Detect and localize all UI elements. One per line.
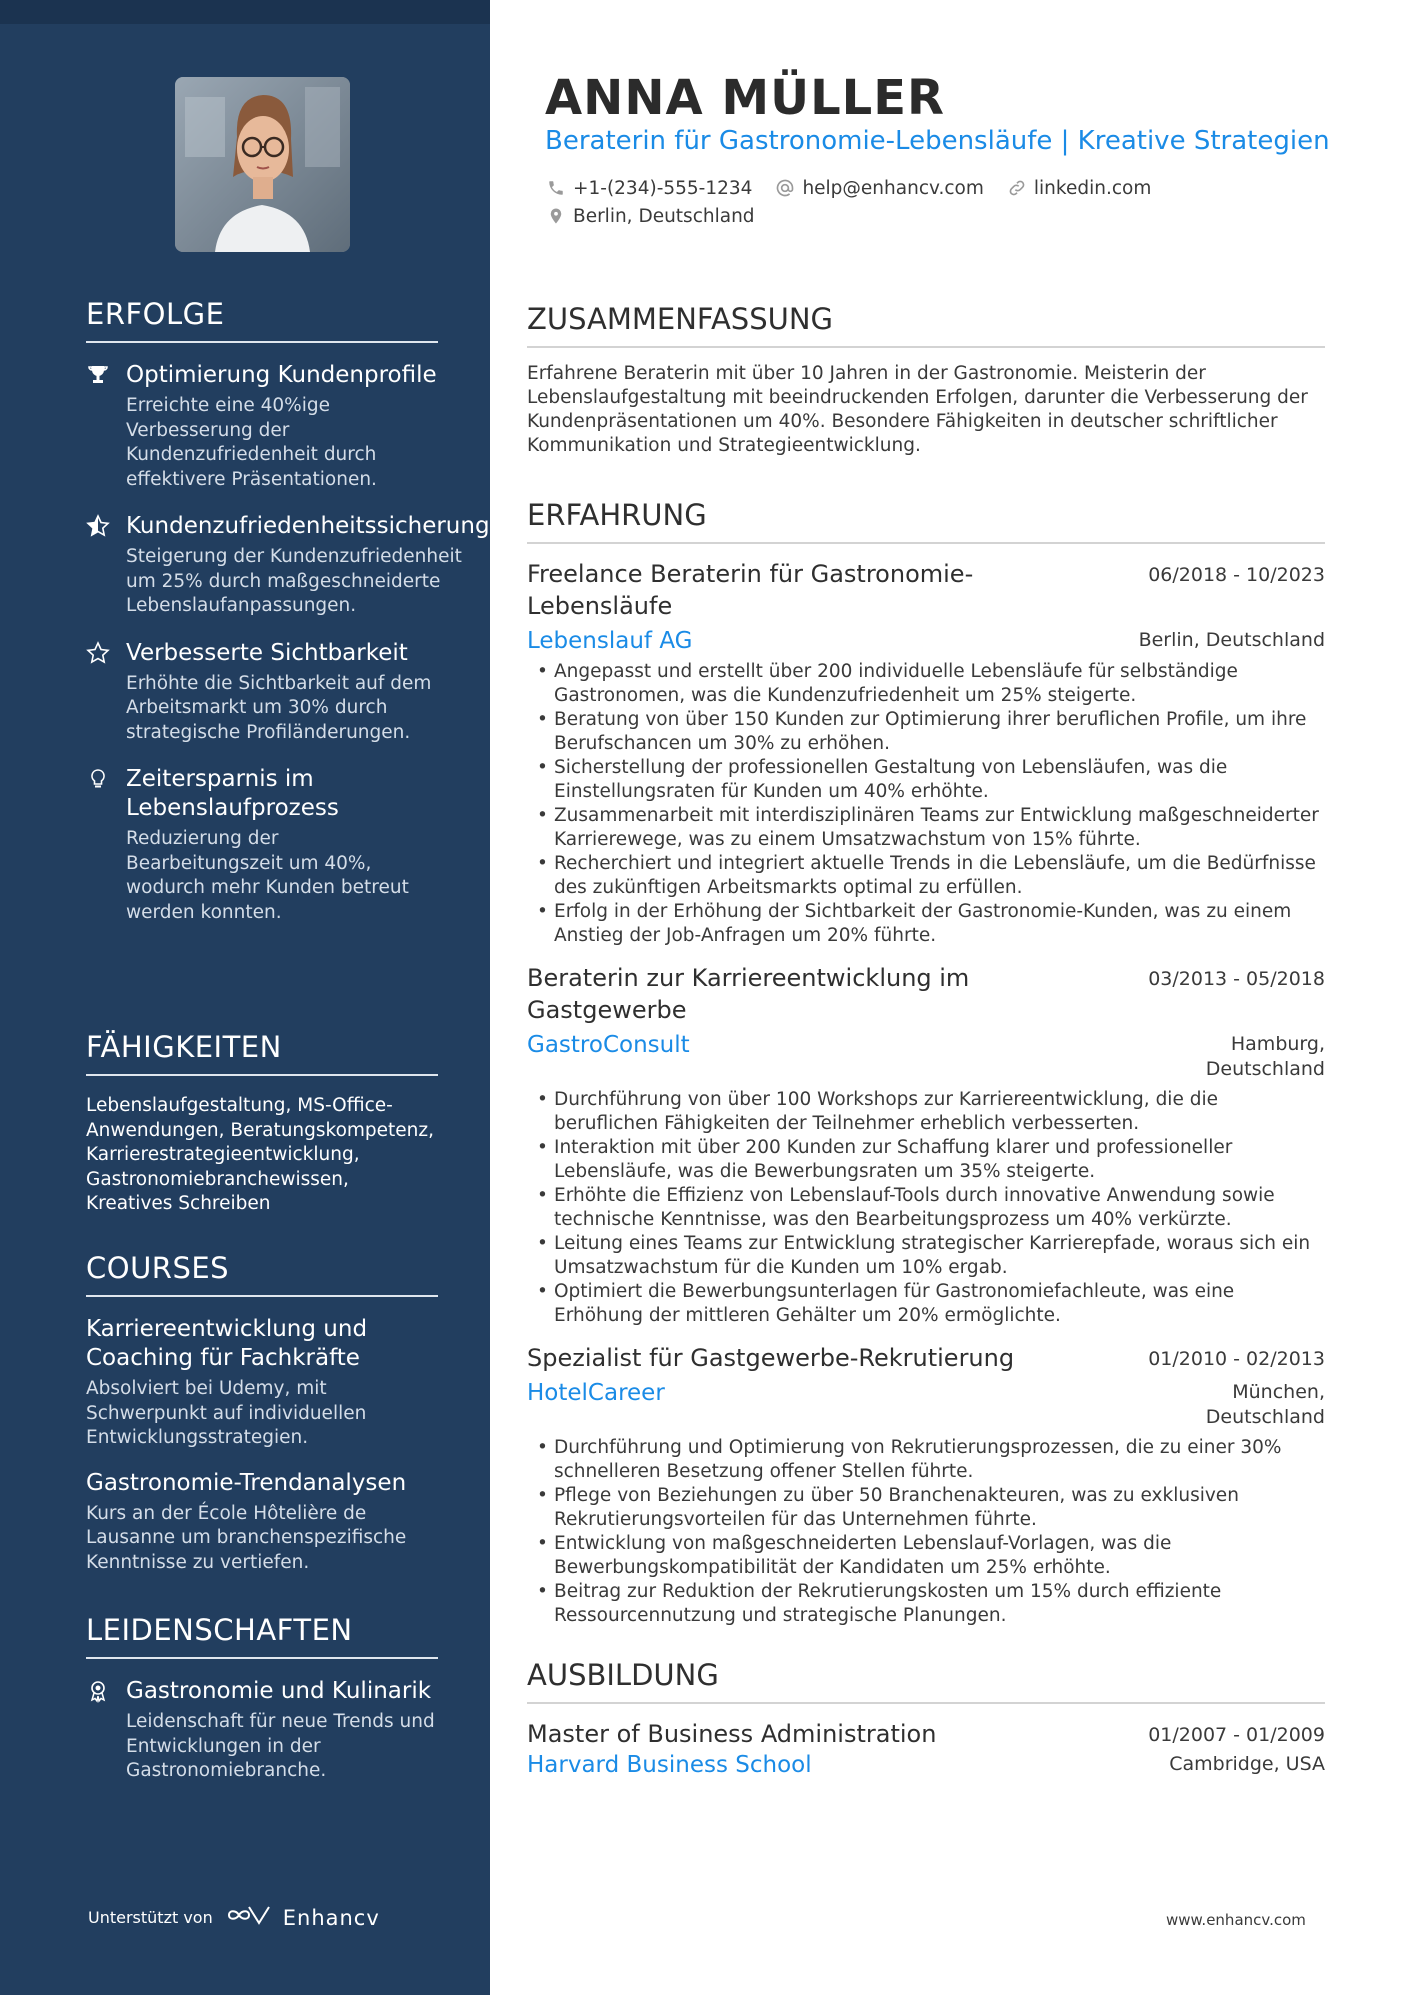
contact-phone[interactable] xyxy=(545,177,752,199)
contact-location xyxy=(545,205,755,227)
company-name: GastroConsult xyxy=(527,1032,690,1058)
job-entry xyxy=(527,558,1325,948)
job-title: Freelance Beraterin für Gastronomie-Lebensläufe xyxy=(527,560,974,620)
skills-text: Lebenslaufgestaltung, MS-Office-Anwendungen, Beratungskompetenz, Karrierestrategieentwicklung, Gastronomiebranchewissen, Kreatives Schreiben xyxy=(86,1095,434,1214)
course-item xyxy=(86,1469,438,1576)
achievement-title: Kundenzufriedenheitssicherung xyxy=(126,513,490,539)
job-entry xyxy=(527,1342,1325,1628)
job-bullet: • Beratung von über 150 Kunden zur Optimierung ihrer beruflichen Profile, um ihre Berufschancen um 30% zu erhöhen. xyxy=(527,708,1325,756)
star-icon xyxy=(86,639,126,746)
contact-info xyxy=(545,174,1325,230)
job-bullet: • Beitrag zur Reduktion der Rekrutierungskosten um 15% durch effiziente Ressourcennutzung und strategische Planungen. xyxy=(527,1580,1325,1628)
job-location: Berlin, Deutschland xyxy=(1138,629,1325,651)
passions-section xyxy=(86,1613,438,1804)
location-pin-icon xyxy=(545,205,567,227)
skills-title: FÄHIGKEITEN xyxy=(86,1030,438,1076)
trophy-icon xyxy=(86,361,126,492)
education-location: Cambridge, USA xyxy=(1169,1753,1325,1775)
at-icon xyxy=(774,177,796,199)
job-entry xyxy=(527,962,1325,1328)
achievement-title: Verbesserte Sichtbarkeit xyxy=(126,639,408,666)
job-bullet: • Sicherstellung der professionellen Gestaltung von Lebensläufen, was die Einstellungsraten für Kunden um 40% erhöhte. xyxy=(527,756,1325,804)
achievement-title: Zeitersparnis im Lebenslaufprozess xyxy=(126,766,339,821)
job-bullet: • Leitung eines Teams zur Entwicklung strategischer Karrierepfade, woraus sich ein Umsatzwachstum für die Kunden um 10% ergab. xyxy=(527,1232,1325,1280)
job-bullet: • Zusammenarbeit mit interdisziplinären Teams zur Entwicklung maßgeschneiderter Karrierewege, was zu einem Umsatzwachstum von 15% führte. xyxy=(527,804,1325,852)
phone-text: +1-(234)-555-1234 xyxy=(573,177,753,199)
passion-desc: Leidenschaft für neue Trends und Entwicklungen in der Gastronomiebranche. xyxy=(126,1711,435,1781)
courses-title: COURSES xyxy=(86,1251,438,1297)
achievement-title: Optimierung Kundenprofile xyxy=(126,362,437,388)
job-bullet: • Erhöhte die Effizienz von Lebenslauf-Tools durch innovative Anwendung sowie technische Kenntnisse, was den Bearbeitungsprozess um 40% verkürzte. xyxy=(527,1184,1325,1232)
achievement-desc: Reduzierung der Bearbeitungszeit um 40%, wodurch mehr Kunden betreut werden konnten. xyxy=(126,828,409,923)
summary-title: ZUSAMMENFASSUNG xyxy=(527,302,1325,348)
courses-section xyxy=(86,1251,438,1593)
company-name: HotelCareer xyxy=(527,1380,665,1406)
passion-title: Gastronomie und Kulinarik xyxy=(126,1678,432,1704)
achievement-item xyxy=(86,765,438,925)
job-bullet: • Optimiert die Bewerbungsunterlagen für Gastronomiefachleute, was eine Erhöhung der mittleren Gehälter um 20% ermöglichte. xyxy=(527,1280,1325,1328)
job-date: 03/2013 - 05/2018 xyxy=(1148,968,1325,990)
course-item xyxy=(86,1315,438,1451)
course-title: Gastronomie-Trendanalysen xyxy=(86,1469,407,1496)
course-desc: Kurs an der École Hôtelière de Lausanne um branchenspezifische Kenntnisse zu vertiefen. xyxy=(86,1502,407,1573)
location-text: Berlin, Deutschland xyxy=(573,205,755,227)
main-content xyxy=(527,302,1325,1792)
sidebar xyxy=(0,0,490,1995)
achievement-desc: Erhöhte die Sichtbarkeit auf dem Arbeitsmarkt um 30% durch strategische Profiländerungen. xyxy=(126,672,432,743)
degree-title: Master of Business Administration xyxy=(527,1720,937,1748)
contact-email[interactable] xyxy=(774,177,983,199)
passion-item xyxy=(86,1677,438,1784)
achievement-item xyxy=(86,361,438,492)
phone-icon xyxy=(545,177,567,199)
candidate-name: ANNA MÜLLER xyxy=(545,70,946,126)
half-star-icon xyxy=(86,512,126,619)
sidebar-top-strip xyxy=(0,0,490,24)
job-bullet: • Angepasst und erstellt über 200 individuelle Lebensläufe für selbständige Gastronomen, was die Kundenzufriedenheit um 25% steigerte. xyxy=(527,660,1325,708)
school-name: Harvard Business School xyxy=(527,1752,812,1778)
contact-linkedin[interactable] xyxy=(1006,177,1151,199)
experience-section xyxy=(527,498,1325,1628)
job-bullet: • Entwicklung von maßgeschneiderten Lebenslauf-Vorlagen, was die Bewerbungskompatibilität der Kandidaten um 25% erhöhte. xyxy=(527,1532,1325,1580)
education-date: 01/2007 - 01/2009 xyxy=(1148,1724,1325,1746)
achievements-title: ERFOLGE xyxy=(86,297,438,343)
job-bullets xyxy=(527,660,1325,948)
achievement-desc: Steigerung der Kundenzufriedenheit um 25% durch maßgeschneiderte Lebenslaufanpassungen. xyxy=(126,546,462,616)
passions-title: LEIDENSCHAFTEN xyxy=(86,1613,438,1659)
job-title: Beraterin zur Karriereentwicklung im Gastgewerbe xyxy=(527,964,970,1024)
job-bullet: • Durchführung von über 100 Workshops zur Karriereentwicklung, die die beruflichen Fähigkeiten der Teilnehmer erheblich verbesserten. xyxy=(527,1088,1325,1136)
job-bullet: • Recherchiert und integriert aktuelle Trends in die Lebensläufe, um die Bedürfnisse des zukünftigen Arbeitsmarkts optimal zu erfüllen. xyxy=(527,852,1325,900)
course-title: Karriereentwicklung und Coaching für Fachkräfte xyxy=(86,1316,368,1371)
achievement-desc: Erreichte eine 40%ige Verbesserung der Kundenzufriedenheit durch effektivere Präsentationen. xyxy=(126,395,377,490)
education-title: AUSBILDUNG xyxy=(527,1658,1325,1704)
education-section xyxy=(527,1658,1325,1778)
award-ribbon-icon xyxy=(86,1677,126,1784)
job-bullets xyxy=(527,1436,1325,1628)
footer-url[interactable]: www.enhancv.com xyxy=(1166,1911,1306,1929)
education-entry xyxy=(527,1718,1325,1778)
profile-photo xyxy=(175,77,350,252)
achievement-item xyxy=(86,639,438,746)
achievement-item xyxy=(86,512,490,619)
company-name: Lebenslauf AG xyxy=(527,628,693,654)
lightbulb-icon xyxy=(86,765,126,925)
skills-section xyxy=(86,1030,438,1217)
linkedin-text: linkedin.com xyxy=(1033,177,1152,199)
summary-text: Erfahrene Beraterin mit über 10 Jahren in der Gastronomie. Meisterin der Lebenslaufgestaltung mit beeindruckenden Erfolgen, darunter die Verbesserung der Kundenpräsentationen um 40%. Besondere Fähigkeiten in deutscher schriftlicher Kommunikation und Strategieentwicklung. xyxy=(527,363,1308,456)
enhancv-logo-icon xyxy=(225,1903,271,1932)
job-bullet: • Erfolg in der Erhöhung der Sichtbarkeit der Gastronomie-Kunden, was zu einem Anstieg der Job-Anfragen um 20% führte. xyxy=(527,900,1325,948)
link-icon xyxy=(1006,177,1028,199)
course-desc: Absolviert bei Udemy, mit Schwerpunkt auf individuellen Entwicklungsstrategien. xyxy=(86,1378,367,1448)
job-date: 06/2018 - 10/2023 xyxy=(1148,564,1325,586)
job-bullet: • Pflege von Beziehungen zu über 50 Branchenakteuren, was zu exklusiven Rekrutierungsvorteilen für das Unternehmen führte. xyxy=(527,1484,1325,1532)
summary-section xyxy=(527,302,1325,458)
job-location: Hamburg, Deutschland xyxy=(1205,1033,1325,1080)
job-date: 01/2010 - 02/2013 xyxy=(1148,1348,1325,1370)
email-text: help@enhancv.com xyxy=(802,177,984,199)
job-location: München, Deutschland xyxy=(1205,1381,1325,1428)
job-title: Spezialist für Gastgewerbe-Rekrutierung xyxy=(527,1344,1015,1372)
candidate-headline: Beraterin für Gastronomie-Lebensläufe | Kreative Strategien xyxy=(545,126,1330,156)
brand-name: Enhancv xyxy=(282,1905,380,1930)
powered-by xyxy=(88,1903,380,1932)
job-bullet: • Interaktion mit über 200 Kunden zur Schaffung klarer und professioneller Lebensläufe, was die Bewerbungsraten um 35% steigerte. xyxy=(527,1136,1325,1184)
experience-title: ERFAHRUNG xyxy=(527,498,1325,544)
job-bullets xyxy=(527,1088,1325,1328)
achievements-section xyxy=(86,297,490,945)
job-bullet: • Durchführung und Optimierung von Rekrutierungsprozessen, die zu einer 30% schnelleren Besetzung offener Stellen führte. xyxy=(527,1436,1325,1484)
powered-by-label: Unterstützt von xyxy=(88,1908,213,1927)
